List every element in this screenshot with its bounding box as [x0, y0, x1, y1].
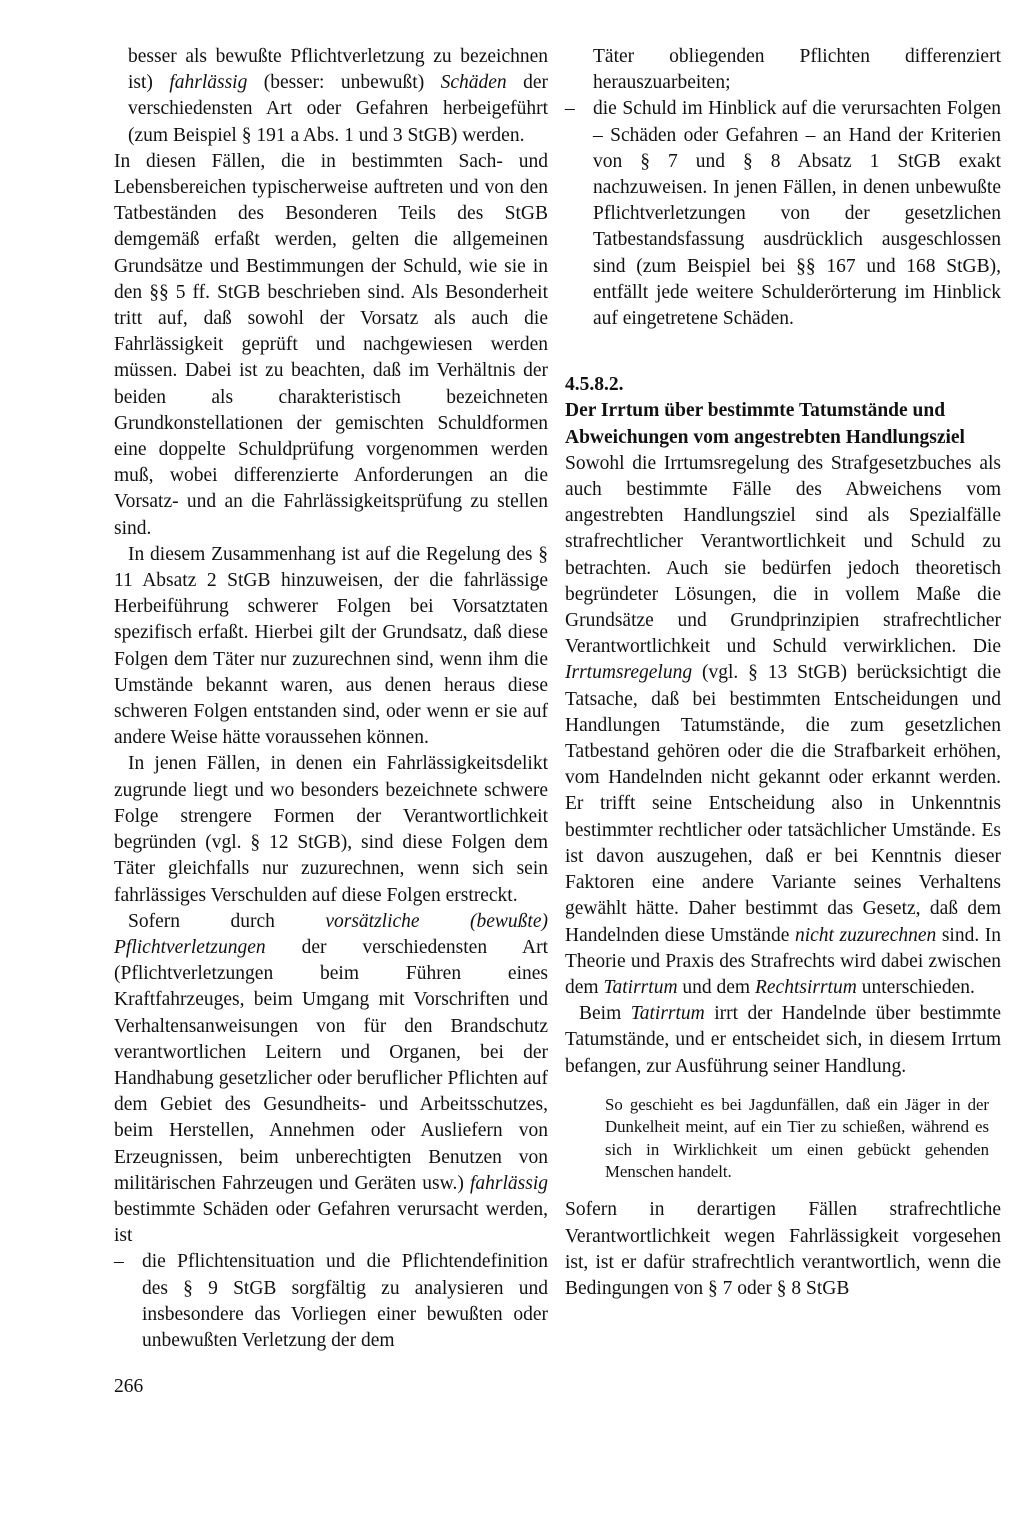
- paragraph-continuation: besser als bewußte Pflichtverletzung zu bezeichnen ist) fahrlässig (besser: unbewußt) Schäden der verschiedensten Art oder Gefahren herbeigeführt (zum Beispiel § 191 a Abs. 1 und 3 StGB) werden.: [128, 46, 548, 146]
- section-title: Der Irrtum über bestimmte Tatumstände und Abweichungen vom angestrebten Handlungsziel: [565, 400, 965, 448]
- section-number: 4.5.8.2.: [565, 374, 624, 396]
- left-column: [114, 44, 548, 1354]
- example-block: So geschieht es bei Jagdunfällen, daß ein Jäger in der Dunkelheit meint, auf ein Tier zu schießen, während es sich in Wirklichkeit um einen gebückt gehenden Menschen handelt.: [605, 1094, 989, 1181]
- dash-list-item: – die Pflichtensituation und die Pflichtendefinition des § 9 StGB sorgfältig zu analysieren und insbesondere das Vorliegen einer bewußten oder unbewußten Verletzung der dem: [114, 1251, 548, 1351]
- dash-list-item: – die Schuld im Hinblick auf die verursachten Folgen – Schäden oder Gefahren – an Hand der Kriterien von § 7 und § 8 Absatz 1 StGB exakt nachzuweisen. In jenen Fällen, in denen unbewußte Pflichtverletzungen von der gesetzlichen Tatbestandsfassung ausdrücklich ausgeschlossen sind (zum Beispiel bei §§ 167 und 168 StGB), entfällt jede weitere Schulderörterung im Hinblick auf eingetretene Schäden.: [565, 98, 1001, 330]
- paragraph: In diesem Zusammenhang ist auf die Regelung des § 11 Absatz 2 StGB hinzuweisen, der die fahrlässige Herbeiführung schwerer Folgen bei Vorsatztaten spezifisch erfaßt. Hierbei gilt der Grundsatz, daß diese Folgen dem Täter nur zuzurechnen sind, wenn ihm die Umstände bekannt waren, aus denen heraus diese schweren Folgen entstanden sind, oder wenn er sie auf andere Weise hätte voraussehen können.: [114, 543, 548, 749]
- paragraph: In diesen Fällen, die in bestimmten Sach- und Lebensbereichen typischerweise auftreten und von den Tatbeständen des Besonderen Teils des StGB demgemäß erfaßt werden, gelten die allgemeinen Grundsätze und Bestimmungen der Schuld, wie sie in den §§ 5 ff. StGB beschrieben sind. Als Besonderheit tritt auf, daß sowohl der Vorsatz als auch die Fahrlässigkeit geprüft und nachgewiesen werden müssen. Dabei ist zu beachten, daß im Verhältnis der beiden als charakteristisch bezeichneten Grundkonstellationen der gemischten Schuldformen eine doppelte Schuldprüfung vorgenommen werden muß, wobei differenzierte Anforderungen an die Vorsatz- und an die Fahrlässigkeitsprüfung zu stellen sind.: [114, 150, 548, 539]
- paragraph: Sofern durch vorsätzliche (bewußte) Pflichtverletzungen der verschiedensten Art (Pflichtverletzungen beim Führen eines Kraftfahrzeuges, beim Umgang mit Vorschriften und Verhaltensanweisungen von für den Brandschutz verantwortlichen Leitern und Organen, bei der Handhabung gesetzlicher oder beruflicher Pflichten auf dem Gebiet des Gesundheits- und Arbeitsschutzes, beim Herstellen, Annehmen oder Ausliefern von Erzeugnissen, beim unberechtigten Benutzen von militärischen Fahrzeugen und Geräten usw.) fahrlässig bestimmte Schäden oder Gefahren verursacht werden, ist: [114, 910, 548, 1247]
- paragraph: Beim Tatirrtum irrt der Handelnde über bestimmte Tatumstände, und er entscheidet sich, in diesem Irrtum befangen, zur Ausführung seiner Handlung.: [565, 1003, 1001, 1077]
- dash-list-item-continuation: Täter obliegenden Pflichten differenziert herauszuarbeiten;: [593, 46, 1001, 94]
- page-number: 266: [114, 1376, 144, 1397]
- paragraph: In jenen Fällen, in denen ein Fahrlässigkeitsdelikt zugrunde liegt und wo besonders bezeichnete schwere Folge strengere Formen der Verantwortlichkeit begründen (vgl. § 12 StGB), sind diese Folgen dem Täter gleichfalls nur zuzurechnen, wenn sich sein fahrlässiges Verschulden auf diese Folgen erstreckt.: [114, 753, 548, 906]
- paragraph: Sowohl die Irrtumsregelung des Strafgesetzbuches als auch bestimmte Fälle des Abweichens vom angestrebten Handlungsziel sind als Spezialfälle strafrechtlicher Verantwortlichkeit und Schuld zu betrachten. Auch sie bedürfen jedoch theoretisch begründeter Lösungen, die in vollem Maße die Grundsätze und Grundprinzipien strafrechtlicher Verantwortlichkeit und Schuld verwirklichen. Die Irrtumsregelung (vgl. § 13 StGB) berücksichtigt die Tatsache, daß bei bestimmten Entscheidungen und Handlungen Tatumstände, die zum gesetzlichen Tatbestand gehören oder die die Strafbarkeit erhöhen, vom Handelnden nicht gekannt oder erkannt werden. Er trifft seine Entscheidung also in Unkenntnis bestimmter rechtlicher oder tatsächlicher Umstände. Es ist davon auszugehen, daß er bei Kenntnis dieser Faktoren eine andere Variante seines Verhaltens gewählt hätte. Daher bestimmt das Gesetz, daß dem Handelnden diese Umstände nicht zuzurechnen sind. In Theorie und Praxis des Strafrechts wird dabei zwischen dem Tatirrtum und dem Rechtsirrtum unterschieden.: [565, 452, 1001, 998]
- right-column: [565, 44, 1001, 1302]
- paragraph: Sofern in derartigen Fällen strafrechtliche Verantwortlichkeit wegen Fahrlässigkeit vorgesehen ist, ist er dafür strafrechtlich verantwortlich, wenn die Bedingungen von § 7 oder § 8 StGB: [565, 1199, 1001, 1299]
- dash-marker: –: [114, 1251, 124, 1273]
- dash-marker: –: [565, 98, 575, 120]
